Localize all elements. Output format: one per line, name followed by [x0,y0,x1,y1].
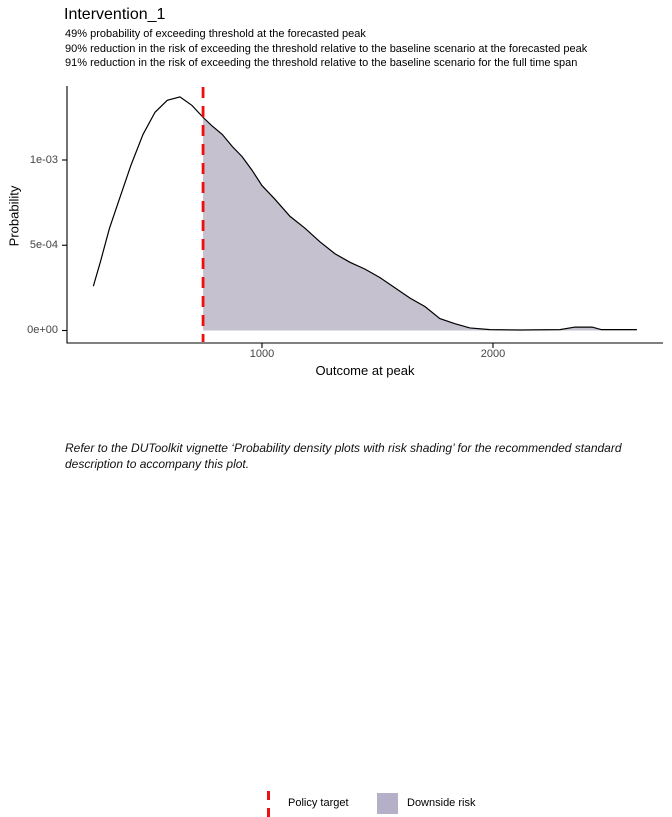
subtitle-line-2: 90% reduction in the risk of exceeding the threshold relative to the baseline scenario at the forecasted peak [65,42,588,55]
y-axis-title: Probability [6,185,22,247]
x-tick-label: 2000 [480,348,506,360]
plot-title: Intervention_1 [64,6,166,23]
plot-subtitle [65,27,587,71]
downside-risk-legend-swatch-icon [377,793,398,814]
x-axis-title: Outcome at peak [315,363,415,378]
legend-label-policy-target: Policy target [288,797,349,809]
y-tick-label: 1e-03 [29,153,58,166]
legend-label-downside-risk: Downside risk [407,797,476,809]
policy-target-legend-key-icon [267,791,270,817]
footer-caption: Refer to the DUToolkit vignette ‘Probability density plots with risk shading’ for the recommended standard description to accompany this plot. [65,441,622,471]
y-tick-label: 5e-04 [29,238,58,251]
subtitle-line-1: 49% probability of exceeding threshold at the forecasted peak [65,28,366,40]
downside-risk-area [203,117,637,330]
x-tick-label: 1000 [249,348,275,360]
y-tick-label: 0e+00 [27,324,58,336]
subtitle-line-3: 91% reduction in the risk of exceeding the threshold relative to the baseline scenario for the full time span [65,57,578,69]
